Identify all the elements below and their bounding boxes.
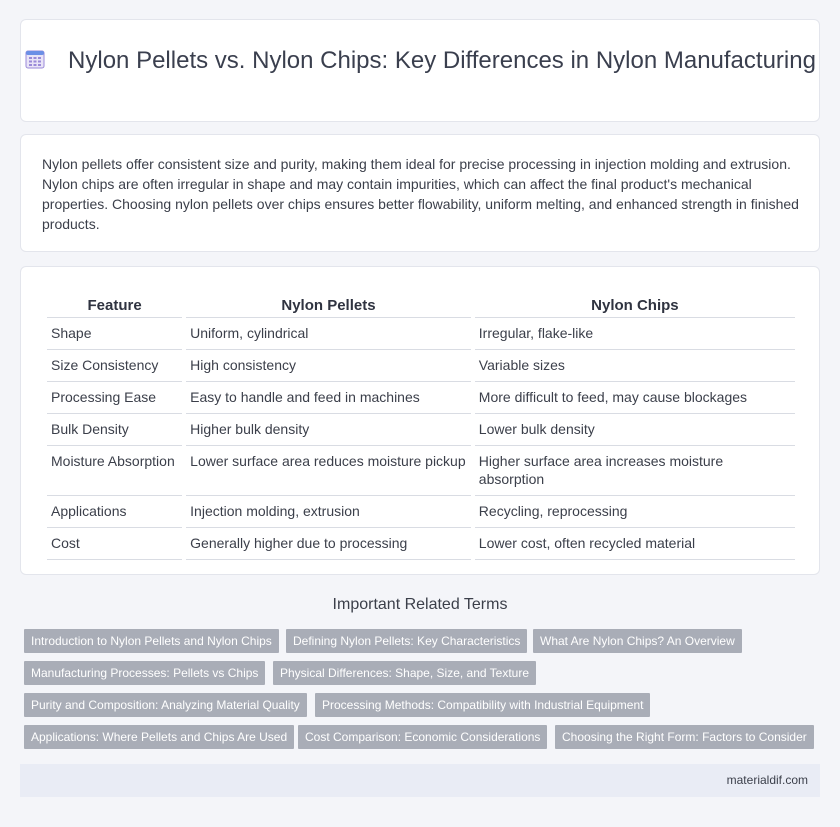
cell-feature: Applications (47, 496, 182, 528)
table-row (47, 350, 795, 382)
related-tag[interactable]: Cost Comparison: Economic Considerations (298, 725, 547, 749)
comparison-table-card (20, 266, 820, 575)
cell-pellets: Uniform, cylindrical (186, 318, 471, 350)
related-tag[interactable]: Choosing the Right Form: Factors to Consider (555, 725, 814, 749)
related-tag[interactable]: Processing Methods: Compatibility with Industrial Equipment (315, 693, 650, 717)
summary-text: Nylon pellets offer consistent size and purity, making them ideal for precise processing in injection molding and extrusion. Nylon chips are often irregular in shape and may contain impurities, which can affect the final product's mechanical properties. Choosing nylon pellets over chips ensures better flowability, uniform melting, and enhanced strength in finished products. (42, 156, 799, 232)
footer (20, 764, 820, 797)
header-nylon-chips: Nylon Chips (475, 295, 795, 318)
cell-feature: Processing Ease (47, 382, 182, 414)
cell-chips: Lower bulk density (475, 414, 795, 446)
cell-feature: Moisture Absorption (47, 446, 182, 496)
comparison-table (43, 295, 799, 560)
footer-site-name[interactable]: materialdif.com (726, 773, 808, 787)
cell-pellets: Lower surface area reduces moisture pickup (186, 446, 471, 496)
title-card (20, 19, 820, 122)
table-row (47, 318, 795, 350)
related-tag[interactable]: Applications: Where Pellets and Chips Are Used (24, 725, 294, 749)
cell-pellets: Generally higher due to processing (186, 528, 471, 560)
cell-chips: Lower cost, often recycled material (475, 528, 795, 560)
calendar-icon (24, 48, 46, 70)
table-row (47, 496, 795, 528)
cell-chips: Variable sizes (475, 350, 795, 382)
related-tag[interactable]: What Are Nylon Chips? An Overview (533, 629, 742, 653)
related-terms-heading: Important Related Terms (332, 596, 508, 613)
table-row (47, 528, 795, 560)
cell-chips: Recycling, reprocessing (475, 496, 795, 528)
page-title: Nylon Pellets vs. Nylon Chips: Key Differences in Nylon Manufacturing (68, 47, 816, 74)
table-header-row (47, 295, 795, 318)
header-feature: Feature (47, 295, 182, 318)
cell-pellets: Higher bulk density (186, 414, 471, 446)
cell-pellets: Easy to handle and feed in machines (186, 382, 471, 414)
cell-pellets: Injection molding, extrusion (186, 496, 471, 528)
cell-chips: Irregular, flake-like (475, 318, 795, 350)
cell-chips: More difficult to feed, may cause blockages (475, 382, 795, 414)
related-tag[interactable]: Manufacturing Processes: Pellets vs Chips (24, 661, 265, 685)
related-tag[interactable]: Defining Nylon Pellets: Key Characteristics (286, 629, 527, 653)
related-tag[interactable]: Purity and Composition: Analyzing Material Quality (24, 693, 307, 717)
table-row (47, 414, 795, 446)
table-row (47, 382, 795, 414)
summary-card (20, 134, 820, 252)
page-title-wrap (21, 46, 819, 75)
related-tag[interactable]: Physical Differences: Shape, Size, and Texture (273, 661, 536, 685)
cell-pellets: High consistency (186, 350, 471, 382)
cell-chips: Higher surface area increases moisture absorption (475, 446, 795, 496)
cell-feature: Shape (47, 318, 182, 350)
related-tag[interactable]: Introduction to Nylon Pellets and Nylon Chips (24, 629, 279, 653)
header-nylon-pellets: Nylon Pellets (186, 295, 471, 318)
cell-feature: Size Consistency (47, 350, 182, 382)
cell-feature: Cost (47, 528, 182, 560)
table-row (47, 446, 795, 496)
cell-feature: Bulk Density (47, 414, 182, 446)
